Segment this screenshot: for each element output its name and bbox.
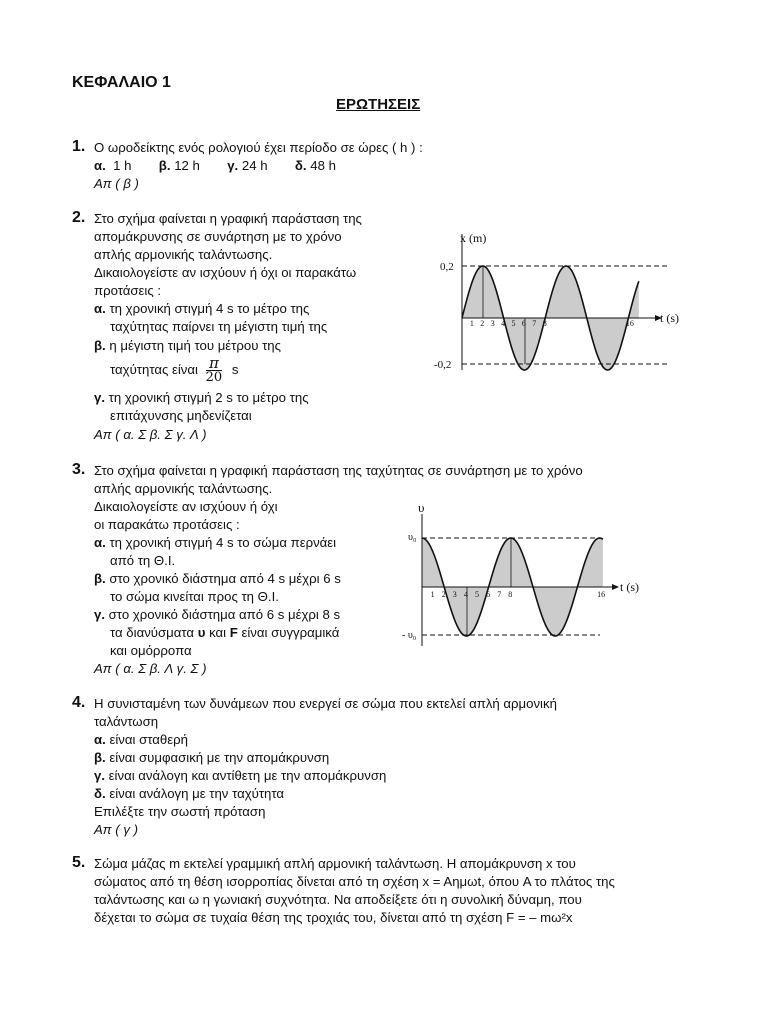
question-5-text-line: σώματος από τη θέση ισορροπίας δίνεται από τη σχέση x = Aημωt, όπου A το πλάτος της: [94, 874, 615, 889]
question-3-statement-c: [94, 606, 340, 624]
statement-label: β.: [94, 571, 106, 586]
x-tick-label: 7: [532, 319, 537, 328]
x-tick-label: 16: [625, 319, 634, 328]
option-text: 48 h: [310, 158, 336, 173]
option-text: είναι συμφασική με την απομάκρυνση: [109, 750, 330, 765]
x-tick-label: 1: [430, 590, 435, 599]
x-tick-label: 16: [597, 590, 606, 599]
option-label: β.: [158, 158, 171, 173]
statement-label: β.: [94, 338, 106, 353]
y-min-label: -0,2: [434, 359, 452, 371]
statement-text: και: [209, 625, 227, 640]
question-5-number: 5.: [72, 854, 86, 871]
question-3-text-line: Στο σχήμα φαίνεται η γραφική παράσταση της ταχύτητας σε συνάρτηση με το χρόνο: [94, 463, 583, 478]
velocity-time-graph: [400, 500, 665, 650]
statement-text: ταχύτητας είναι: [110, 362, 198, 377]
question-1-number: 1.: [72, 138, 86, 155]
question-5-text-line: δέχεται το σώμα σε τυχαία θέση της τροχιάς του, δίνεται από τη σχέση F = – mω²x: [94, 910, 573, 925]
fraction-denominator: 20: [205, 370, 223, 386]
question-1-answer: Απ ( β ): [94, 176, 139, 191]
option-text: είναι ανάλογη και αντίθετη με την απομάκρυνση: [108, 768, 387, 783]
y-axis-label: υ: [418, 500, 425, 515]
statement-label: γ.: [94, 390, 105, 405]
question-2-statement-b-cont: [110, 354, 238, 386]
statement-text: τη χρονική στιγμή 4 s το μέτρο της: [109, 301, 310, 316]
option-text: 1 h: [113, 158, 132, 173]
option-label: β.: [94, 750, 106, 765]
unit: s: [231, 362, 239, 377]
y-max-label: 0,2: [440, 261, 454, 273]
question-2-answer: Απ ( α. Σ β. Σ γ. Λ ): [94, 427, 207, 442]
question-2-text-line: Δικαιολογείστε αν ισχύουν ή όχι οι παρακάτω: [94, 265, 357, 280]
x-tick-label: 8: [542, 319, 547, 328]
question-3-statement-c-cont: [110, 624, 339, 642]
x-tick-label: 8: [508, 590, 513, 599]
statement-text: τα διανύσματα: [110, 625, 195, 640]
option-text: είναι σταθερή: [109, 732, 188, 747]
question-4-option: [94, 731, 188, 749]
question-2-text-line: απομάκρυνσης σε συνάρτηση με το χρόνο: [94, 229, 342, 244]
option-label: δ.: [294, 158, 307, 173]
statement-text: η μέγιστη τιμή του μέτρου της: [109, 338, 282, 353]
question-2-text-line: απλής αρμονικής ταλάντωσης.: [94, 247, 273, 262]
y-max-label: υ₀: [408, 532, 417, 543]
question-2-text-line: Στο σχήμα φαίνεται η γραφική παράσταση της: [94, 211, 362, 226]
y-min-label: - υ₀: [402, 630, 417, 641]
x-tick-label: 5: [511, 319, 516, 328]
velocity-symbol: υ: [197, 625, 206, 640]
question-4-text-line: Η συνισταμένη των δυνάμεων που ενεργεί σε σώμα που εκτελεί απλή αρμονική: [94, 696, 557, 711]
chapter-title: ΚΕΦΑΛΑΙΟ 1: [72, 74, 171, 91]
statement-text: τη χρονική στιγμή 2 s το μέτρο της: [108, 390, 309, 405]
question-3-text-line: απλής αρμονικής ταλάντωσης.: [94, 481, 273, 496]
question-4-answer: Απ ( γ ): [94, 822, 138, 837]
question-4-instruction: Επιλέξτε την σωστή πρόταση: [94, 804, 266, 819]
question-3-statement-c-cont: και ομόρροπα: [110, 643, 192, 658]
question-2-statement-c-cont: επιτάχυνσης μηδενίζεται: [110, 408, 252, 423]
option-text: είναι ανάλογη με την ταχύτητα: [109, 786, 285, 801]
x-tick-label: 7: [497, 590, 502, 599]
question-1-options: [94, 157, 336, 175]
option-label: γ.: [94, 768, 105, 783]
statement-text: είναι συγγραμικά: [241, 625, 340, 640]
x-tick-label: 2: [441, 590, 446, 599]
option-label: α.: [94, 158, 106, 173]
question-5-text-line: Σώμα μάζας m εκτελεί γραμμική απλή αρμονική ταλάντωση. Η απομάκρυνση x του: [94, 856, 576, 871]
option-label: γ.: [227, 158, 239, 173]
statement-label: γ.: [94, 607, 105, 622]
question-3-statement-a: [94, 534, 336, 552]
option-label: α.: [94, 732, 106, 747]
x-axis-label: t (s): [620, 580, 639, 594]
statement-label: α.: [94, 535, 106, 550]
question-3-text-line: Δικαιολογείστε αν ισχύουν ή όχι: [94, 499, 278, 514]
x-tick-label: 1: [469, 319, 474, 328]
question-2-statement-b: [94, 337, 281, 355]
question-3-statement-b: [94, 570, 341, 588]
question-4-option: [94, 767, 386, 785]
displacement-time-graph: [430, 228, 695, 380]
option-text: 24 h: [241, 158, 268, 173]
option-label: δ.: [94, 786, 106, 801]
fraction-numerator: π: [206, 357, 223, 371]
question-2-text-line: προτάσεις :: [94, 283, 162, 298]
x-tick-label: 6: [486, 590, 491, 599]
question-4-option: [94, 785, 284, 803]
x-tick-label: 4: [463, 590, 468, 599]
question-4-text-line: ταλάντωση: [94, 714, 159, 729]
x-tick-label: 4: [501, 319, 506, 328]
question-2-number: 2.: [72, 209, 86, 226]
question-2-statement-c: [94, 389, 309, 407]
x-axis-label: t (s): [660, 311, 679, 325]
x-tick-label: 6: [521, 319, 526, 328]
question-4-option: [94, 749, 329, 767]
statement-text: στο χρονικό διάστημα από 6 s μέχρι 8 s: [108, 607, 341, 622]
x-tick-label: 2: [480, 319, 485, 328]
x-tick-label: 3: [490, 319, 495, 328]
fraction-pi-over-20: [205, 354, 223, 386]
statement-label: α.: [94, 301, 106, 316]
question-1-text: Ο ωροδείκτης ενός ρολογιού έχει περίοδο σε ώρες ( h ) :: [94, 140, 423, 155]
question-3-number: 3.: [72, 461, 86, 478]
question-3-answer: Απ ( α. Σ β. Λ γ. Σ ): [94, 661, 207, 676]
question-2-statement-a-cont: ταχύτητας παίρνει τη μέγιστη τιμή της: [110, 319, 328, 334]
section-heading: ΕΡΩΤΗΣΕΙΣ: [336, 96, 421, 113]
statement-text: τη χρονική στιγμή 4 s το σώμα περνάει: [109, 535, 337, 550]
question-3-text-line: οι παρακάτω προτάσεις :: [94, 517, 240, 532]
x-tick-label: 3: [452, 590, 457, 599]
statement-text: στο χρονικό διάστημα από 4 s μέχρι 6 s: [109, 571, 341, 586]
force-symbol: F: [229, 625, 238, 640]
x-axis-arrow: [612, 584, 619, 590]
question-3-statement-a-cont: από τη Θ.Ι.: [110, 553, 176, 568]
x-tick-labels: [431, 590, 605, 599]
option-text: 12 h: [174, 158, 200, 173]
x-tick-label: 5: [475, 590, 479, 599]
question-5-text-line: ταλάντωσης και ω η γωνιακή συχνότητα. Να αποδείξετε ότι η συνολική δύναμη, που: [94, 892, 582, 907]
question-2-statement-a: [94, 300, 309, 318]
question-4-number: 4.: [72, 694, 86, 711]
question-3-statement-b-cont: το σώμα κινείται προς τη Θ.Ι.: [110, 589, 279, 604]
y-axis-label: x (m): [460, 231, 487, 245]
